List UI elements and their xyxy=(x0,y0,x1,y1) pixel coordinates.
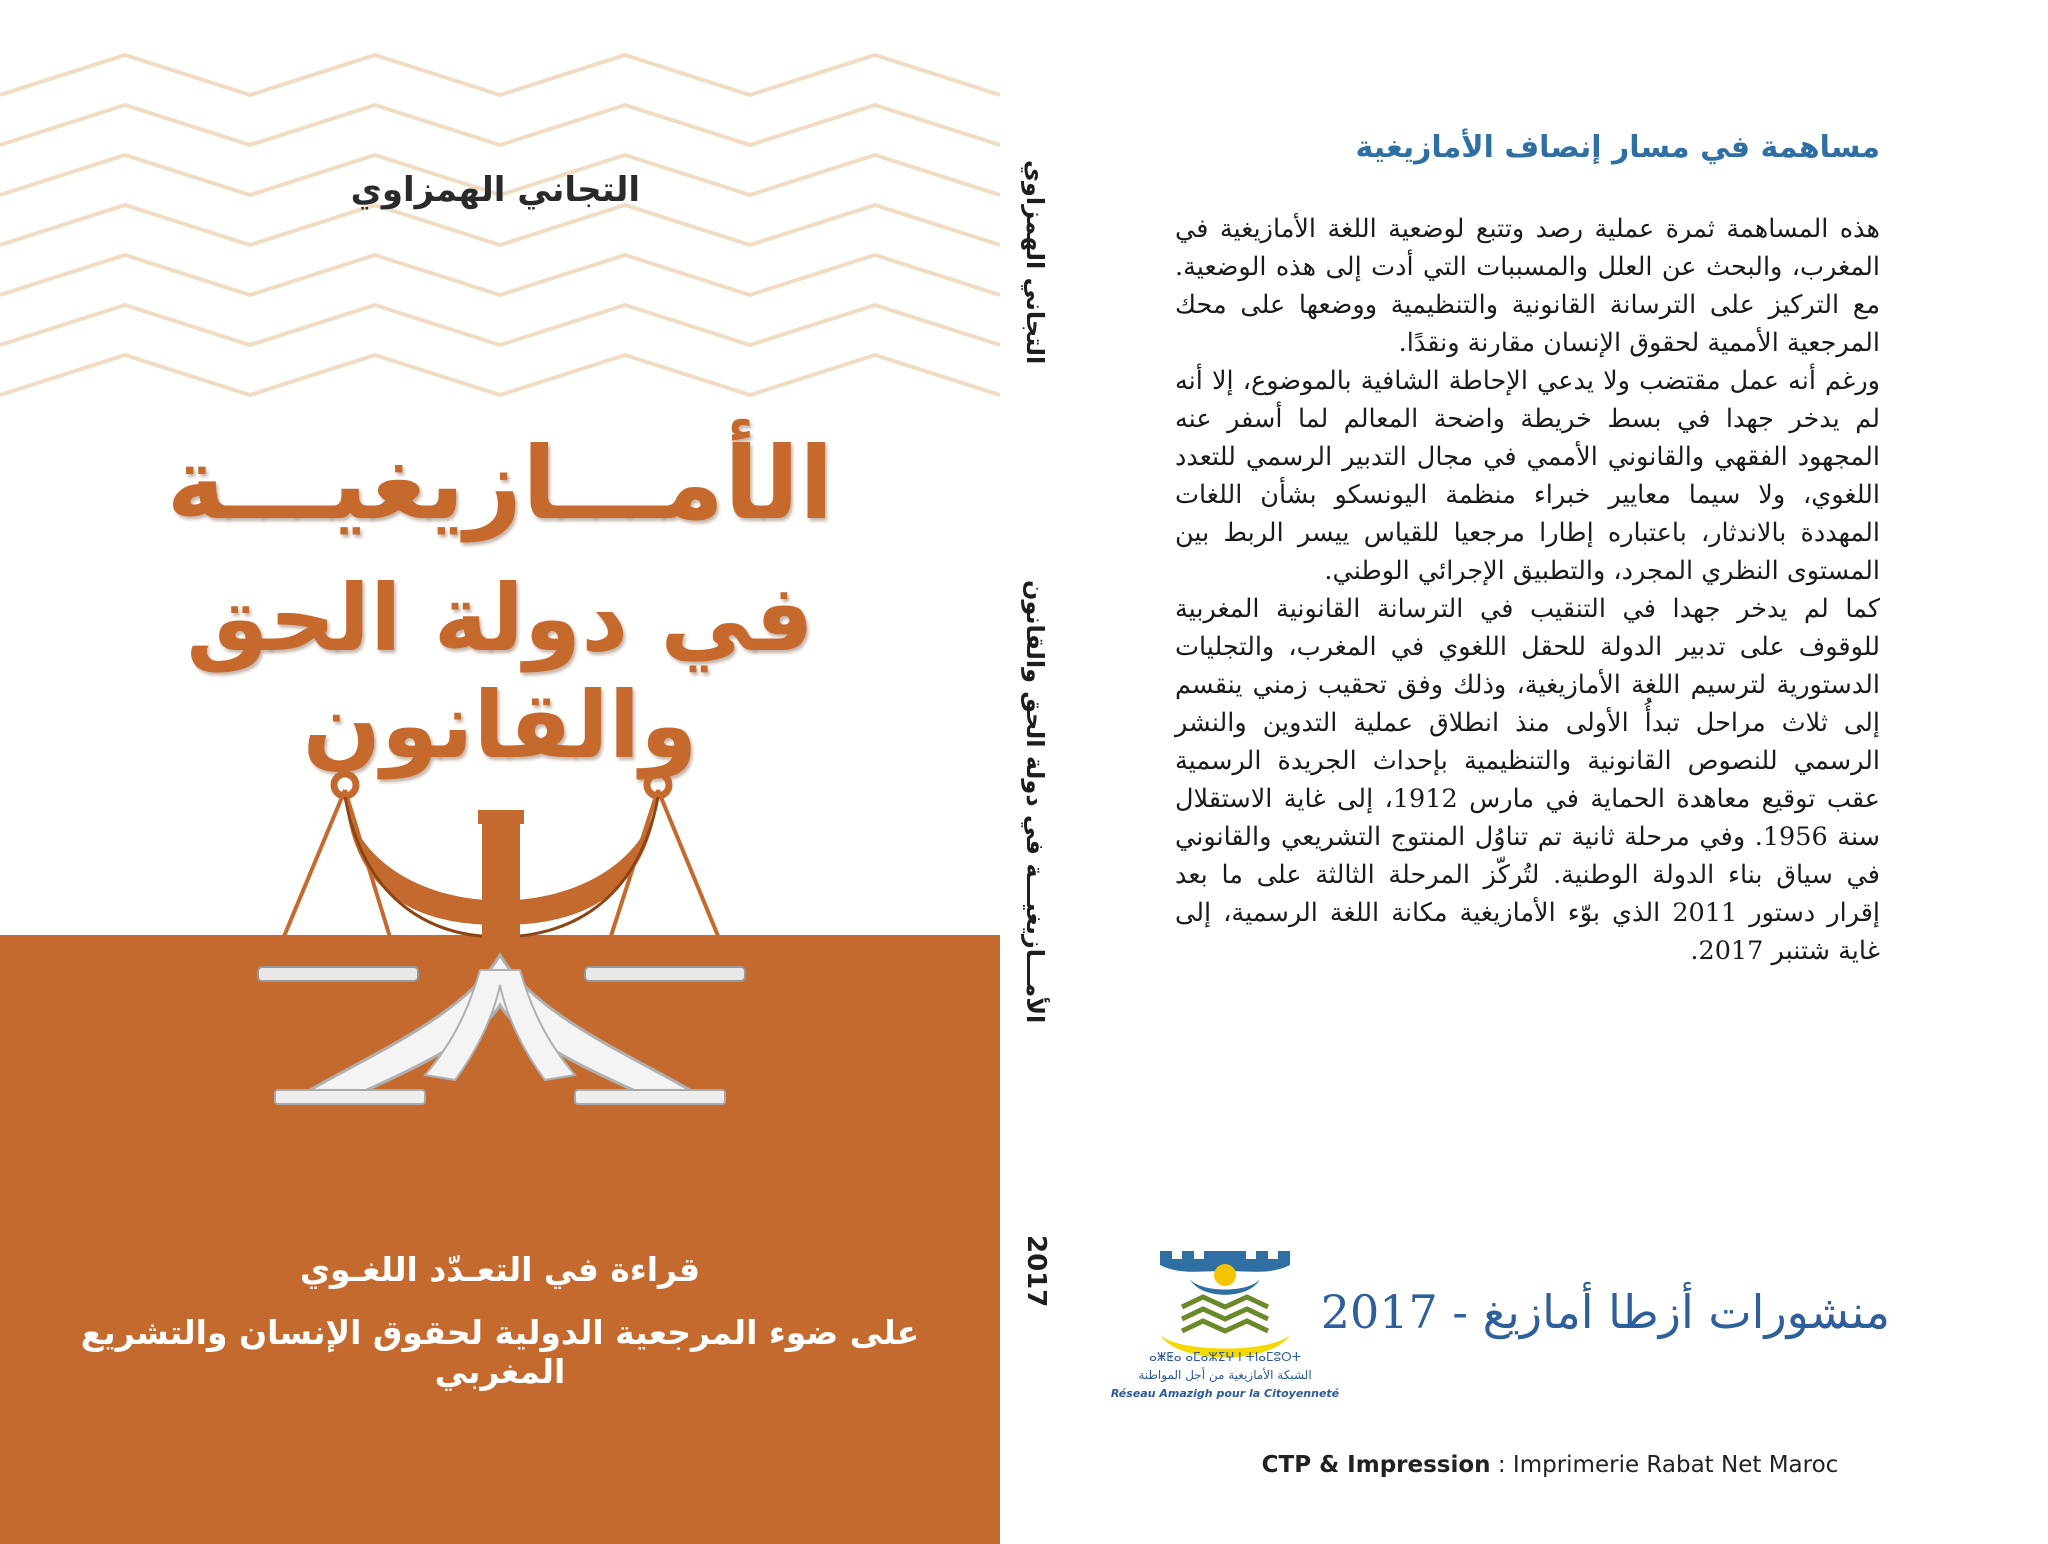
publisher-imprint: منشورات أزطا أمازيغ - 2017 xyxy=(1320,1285,1890,1339)
blurb-paragraph: ورغم أنه عمل مقتضب ولا يدعي الإحاطة الشافية بالموضوع، إلا أنه لم يدخر جهدا في بسط خريطة واضحة المعالم لما أسفر عنه المجهود الفقهي والقانوني الأممي في مجال التدبير الرسمي للتعدد اللغوي، ولا سيما معايير خبراء منظمة اليونسكو بشأن اللغات المهددة بالاندثار، باعتباره إطارا مرجعيا للقياس ييسر الربط بين المستوى النظري المجرد، والتطبيق الإجرائي الوطني. xyxy=(1175,366,1880,586)
spine-title: الأمـــازيغيـــة في دولة الحق والقانون xyxy=(1021,580,1049,1024)
printer-separator: : xyxy=(1490,1452,1513,1478)
back-blurb xyxy=(1175,210,1880,970)
logo-tifinagh-text: ⴰⵥⵟⴰ ⴰⵎⴰⵣⵉⵖ ⵏ ⵜⵏⴰⵎⵓⵔⵜ xyxy=(1149,1350,1301,1364)
printer-credit xyxy=(1230,1452,1870,1478)
front-subtitle-line2: على ضوء المرجعية الدولية لحقوق الإنسان والتشريع المغربي xyxy=(80,1313,920,1391)
blurb-paragraph: هذه المساهمة ثمرة عملية رصد وتتبع لوضعية اللغة الأمازيغية في المغرب، والبحث عن العلل والمسببات التي أدت إلى هذه الوضعية. مع التركيز على الترسانة القانونية والتنظيمية ووضعها على محك المرجعية الأممية لحقوق الإنسان مقارنة ونقدًا. xyxy=(1175,214,1880,358)
front-title-line1: الأمـــازيغيـــة xyxy=(166,425,834,542)
blurb-paragraph: كما لم يدخر جهدا في التنقيب في الترسانة القانونية المغربية للوقوف على تدبير الدولة للحقل اللغوي في المغرب، والتجليات الدستورية لترسيم اللغة الأمازيغية، وذلك وفق تحقيب زمني ينقسم إلى ثلاث مراحل تبدأُ الأولى منذ انطلاق عملية التدوين والنشر الرسمي للنصوص القانونية والتنظيمية بإحداث الجريدة الرسمية عقب توقيع معاهدة الحماية في مارس 1912، إلى غاية الاستقلال سنة 1956. وفي مرحلة ثانية تم تناوُل المنتوج التشريعي والقانوني في سياق بناء الدولة الوطنية. لتُركّز المرحلة الثالثة على ما بعد إقرار دستور 2011 الذي بوّء الأمازيغية مكانة اللغة الرسمية، إلى غاية شتنبر 2017. xyxy=(1175,594,1881,966)
front-cover xyxy=(0,0,1000,1544)
logo-arabic-text: الشبكة الأمازيغية من أجل المواطنة xyxy=(1138,1368,1312,1382)
front-subtitle-line1: قراءة في التعـدّد اللغـوي xyxy=(299,1250,701,1289)
printer-label: CTP & Impression xyxy=(1261,1452,1491,1478)
back-heading: مساهمة في مسار إنصاف الأمازيغية xyxy=(1355,130,1880,165)
front-title-line2: في دولة الحق والقانون xyxy=(186,565,814,779)
scales-of-justice-yaz-icon xyxy=(250,755,750,1145)
book-spine xyxy=(1000,0,1100,1544)
spine-year: 2017 xyxy=(1021,1235,1051,1308)
chevron-pattern-background xyxy=(0,0,1000,420)
azetta-network-logo-icon xyxy=(1120,1245,1330,1410)
logo-french-text: Réseau Amazigh pour la Citoyenneté xyxy=(1110,1387,1340,1400)
printer-name: Imprimerie Rabat Net Maroc xyxy=(1512,1452,1839,1478)
spine-author-name: التجاني الهمزاوي xyxy=(1021,160,1049,365)
front-author-name: التجاني الهمزاوي xyxy=(350,170,640,210)
